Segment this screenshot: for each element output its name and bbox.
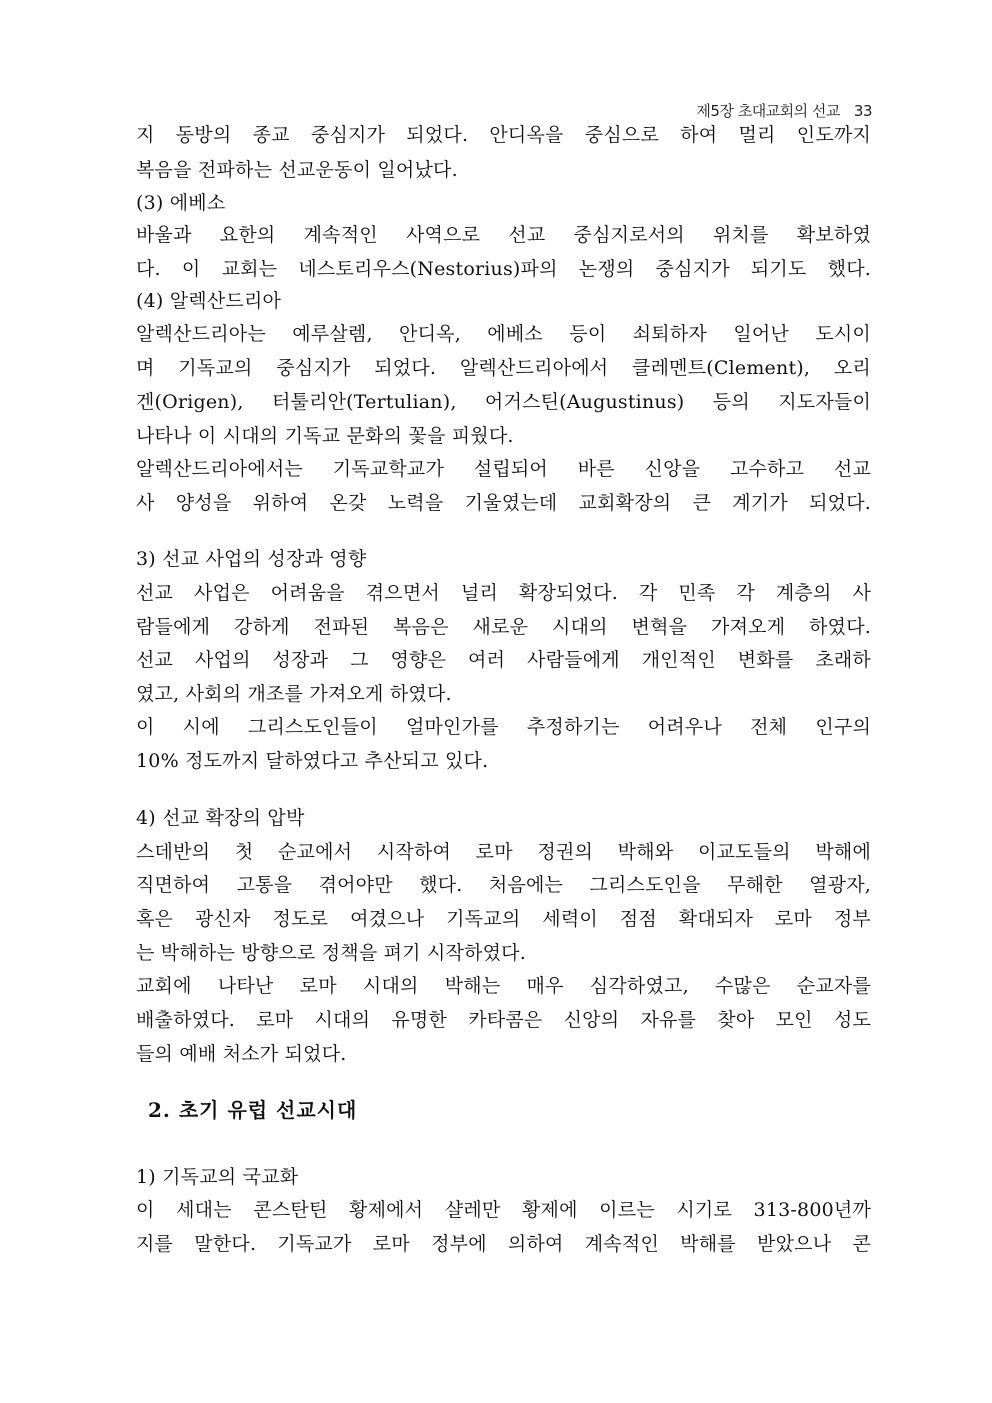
- text-line: 직면하여 고통을 겪어야만 했다. 처음에는 그리스도인을 무해한 열광자,: [136, 874, 871, 896]
- text-line: 지를 말한다. 기독교가 로마 정부에 의하여 계속적인 박해를 받았으나 콘: [136, 1233, 871, 1255]
- text-line: 배출하였다. 로마 시대의 유명한 카타콤은 신앙의 자유를 찾아 모인 성도: [136, 1009, 871, 1031]
- text-line: 바울과 요한의 계속적인 사역으로 선교 중심지로서의 위치를 확보하였: [136, 224, 871, 246]
- text-line: 교회에 나타난 로마 시대의 박해는 매우 심각하였고, 수많은 순교자를: [136, 975, 871, 997]
- text-line: 며 기독교의 중심지가 되었다. 알렉산드리아에서 클레멘트(Clement), 오리: [136, 357, 871, 379]
- text-line: 겐(Origen), 터툴리안(Tertulian), 어거스틴(Augustinus) 등의 지도자들이: [136, 391, 871, 413]
- text-line: 이 세대는 콘스탄틴 황제에서 샬레만 황제에 이르는 시기로 313-800년까: [136, 1199, 871, 1221]
- text-line: 들의 예배 처소가 되었다.: [136, 1043, 347, 1065]
- text-line: 사 양성을 위하여 온갖 노력을 기울였는데 교회확장의 큰 계기가 되었다.: [136, 492, 871, 514]
- section-heading: 2. 초기 유럽 선교시대: [148, 1098, 358, 1122]
- running-header: [696, 100, 872, 121]
- text-line: 스데반의 첫 순교에서 시작하여 로마 정권의 박해와 이교도들의 박해에: [136, 841, 871, 863]
- text-line: 3) 선교 사업의 성장과 영향: [136, 548, 367, 570]
- text-line: 선교 사업은 어려움을 겪으면서 널리 확장되었다. 각 민족 각 계층의 사: [136, 582, 871, 604]
- chapter-title: 제5장 초대교회의 선교: [696, 102, 840, 120]
- text-line: 람들에게 강하게 전파된 복음은 새로운 시대의 변혁을 가져오게 하였다.: [136, 616, 871, 638]
- text-line: 복음을 전파하는 선교운동이 일어났다.: [136, 159, 458, 181]
- text-line: 였고, 사회의 개조를 가져오게 하였다.: [136, 683, 452, 705]
- text-line: (3) 에베소: [136, 192, 226, 214]
- text-line: 이 시에 그리스도인들이 얼마인가를 추정하기는 어려우나 전체 인구의: [136, 716, 871, 738]
- text-line: 알렉산드리아에서는 기독교학교가 설립되어 바른 신앙을 고수하고 선교: [136, 458, 871, 480]
- text-line: 선교 사업의 성장과 그 영향은 여러 사람들에게 개인적인 변화를 초래하: [136, 649, 871, 671]
- text-line: 는 박해하는 방향으로 정책을 펴기 시작하였다.: [136, 942, 526, 964]
- text-line: 10% 정도까지 달하였다고 추산되고 있다.: [136, 750, 489, 772]
- text-line: 혹은 광신자 정도로 여겼으나 기독교의 세력이 점점 확대되자 로마 정부: [136, 908, 871, 930]
- text-line: 나타나 이 시대의 기독교 문화의 꽃을 피웠다.: [136, 425, 514, 447]
- page-number: 33: [853, 102, 872, 120]
- text-line: 다. 이 교회는 네스토리우스(Nestorius)파의 논쟁의 중심지가 되기도 했다.: [136, 258, 871, 280]
- text-line: (4) 알렉산드리아: [136, 290, 282, 312]
- text-line: 1) 기독교의 국교화: [136, 1166, 299, 1188]
- text-line: 4) 선교 확장의 압박: [136, 807, 305, 829]
- text-line: 지 동방의 종교 중심지가 되었다. 안디옥을 중심으로 하여 멀리 인도까지: [136, 124, 871, 146]
- text-line: 알렉산드리아는 예루살렘, 안디옥, 에베소 등이 쇠퇴하자 일어난 도시이: [136, 323, 871, 345]
